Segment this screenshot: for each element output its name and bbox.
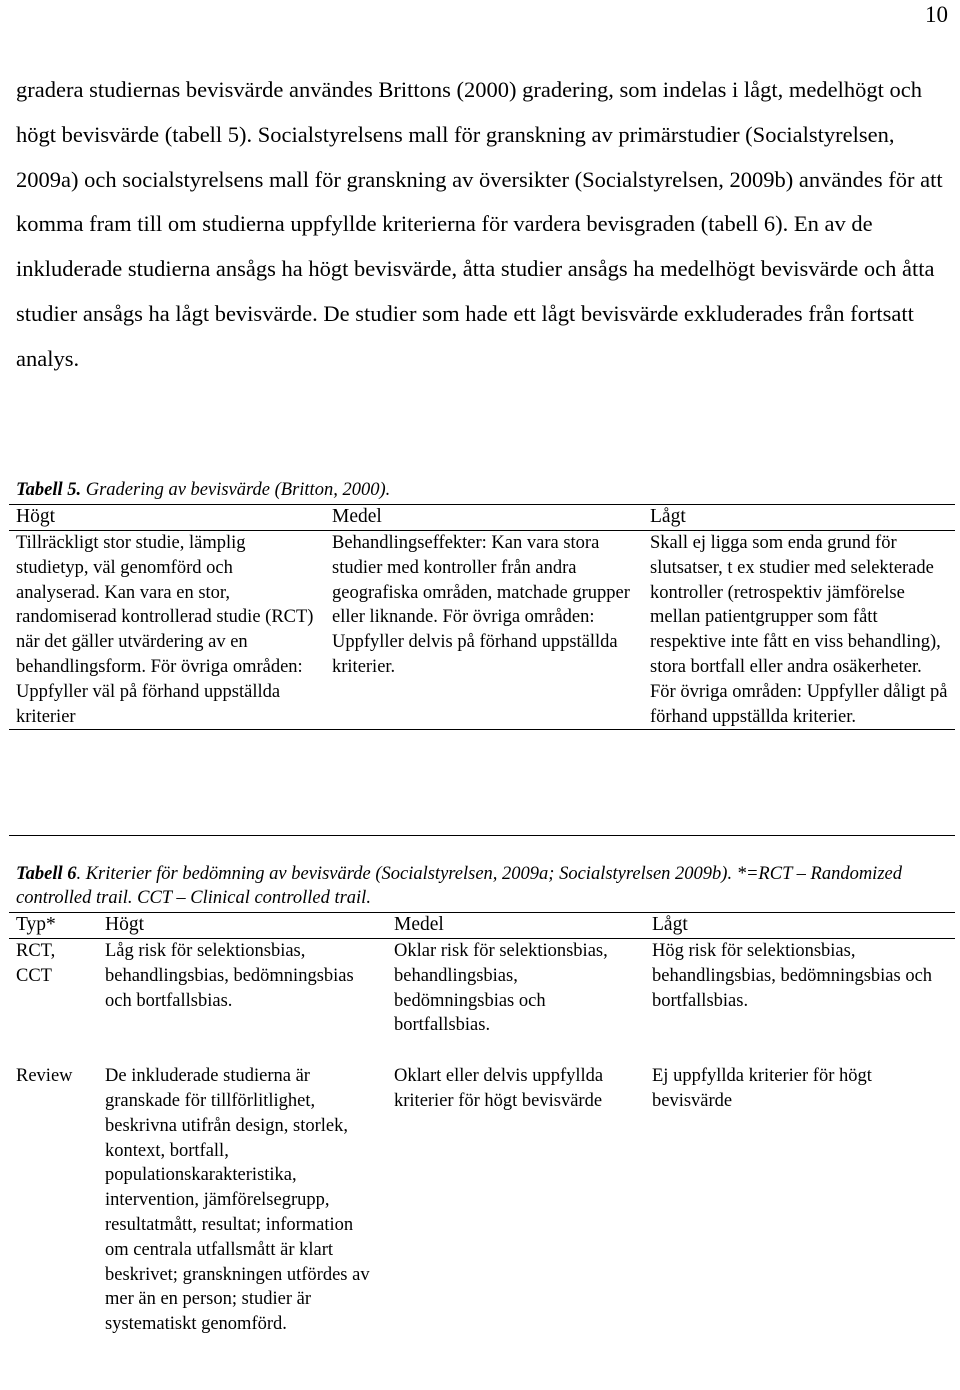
- table6-cell-typ: RCT, CCT: [16, 941, 56, 986]
- table6-header-lagt: Lågt: [652, 914, 688, 935]
- table6-caption: [16, 862, 951, 910]
- table5-header-row: [9, 505, 955, 531]
- table5-header-hogt: Högt: [16, 506, 55, 527]
- table6-cell-medel: Oklart eller delvis uppfyllda kriterier för högt bevisvärde: [394, 1066, 604, 1111]
- table5-cell-lagt: Skall ej ligga som enda grund för slutsatser, t ex studier med selekterade kontroller (retrospektiv jämförelse mellan patientgrupper som fått respektive inte fått en viss behandling), stora bortfall eller andra osäkerheter. För övriga områden: Uppfyller dåligt på förhand uppställda kriterier.: [650, 533, 948, 727]
- table6-cell-hogt: Låg risk för selektionsbias, behandlingsbias, bedömningsbias och bortfallsbias.: [105, 941, 354, 1011]
- body-paragraph: gradera studiernas bevisvärde användes Brittons (2000) gradering, som indelas i lågt, medelhögt och högt bevisvärde (tabell 5). Socialstyrelsens mall för granskning av primärstudier (Socialstyrelsen, 2009a) och socialstyrelsens mall för granskning av översikter (Socialstyrelsen, 2009b) användes för att komma fram till om studierna uppfyllde kriterierna för vardera bevisgraden (tabell 6). En av de inkluderade studierna ansågs ha högt bevisvärde, åtta studier ansågs ha medelhögt bevisvärde och åtta studier ansågs ha lågt bevisvärde. De studier som hade ett lågt bevisvärde exkluderades från fortsatt analys.: [16, 77, 943, 371]
- table6-cell-medel: Oklar risk för selektionsbias, behandlingsbias, bedömningsbias och bortfallsbias.: [394, 941, 608, 1036]
- table5-caption-text: Gradering av bevisvärde (Britton, 2000).: [81, 480, 391, 500]
- divider-line: [9, 835, 955, 836]
- table5-caption: [16, 478, 936, 502]
- table6: [9, 912, 955, 1337]
- table5-cell-medel: Behandlingseffekter: Kan vara stora studier med kontroller från andra geografiska områden, matchade grupper eller liknande. För övriga områden: Uppfyller delvis på förhand uppställda kriterier.: [332, 533, 630, 677]
- table6-cell-typ: Review: [16, 1066, 73, 1087]
- table5: [9, 504, 955, 730]
- table6-cell-hogt: De inkluderade studierna är granskade för tillförlitlighet, beskrivna utifrån design, storlek, kontext, bortfall, populationskarakteristika, intervention, jämförelsegrupp, resultatmått, resultat; information om centrala utfallsmått är klart beskrivet; granskningen utfördes av mer än en person; studier är systematiskt genomförd.: [105, 1066, 370, 1335]
- table5-caption-label: Tabell 5.: [16, 480, 82, 500]
- table5-cell-hogt: Tillräckligt stor studie, lämplig studietyp, väl genomförd och analyserad. Kan vara en stor, randomiserad kontrollerad studie (RCT) när det gäller utvärdering av en behandlingsform. För övriga områden: Uppfyller väl på förhand uppställda kriterier: [16, 533, 314, 727]
- table6-caption-text: . Kriterier för bedömning av bevisvärde (Socialstyrelsen, 2009a; Socialstyrelsen 2009b). *=RCT – Randomized controlled trail. CCT – Clinical controlled trail.: [16, 864, 902, 908]
- table5-header-lagt: Lågt: [650, 506, 686, 527]
- table5-header-medel: Medel: [332, 506, 382, 527]
- table6-header-row: [9, 913, 955, 939]
- table-row: [9, 939, 955, 1065]
- page-number: 10: [925, 2, 948, 27]
- table6-cell-lagt: Ej uppfyllda kriterier för högt bevisvärde: [652, 1066, 872, 1111]
- table6-header-medel: Medel: [394, 914, 444, 935]
- table6-cell-lagt: Hög risk för selektionsbias, behandlingsbias, bedömningsbias och bortfallsbias.: [652, 941, 933, 1011]
- table6-header-typ: Typ*: [16, 914, 56, 935]
- table-row: [9, 1064, 955, 1337]
- table6-caption-label: Tabell 6: [16, 864, 77, 884]
- table-row: [9, 531, 955, 730]
- table6-header-hogt: Högt: [105, 914, 144, 935]
